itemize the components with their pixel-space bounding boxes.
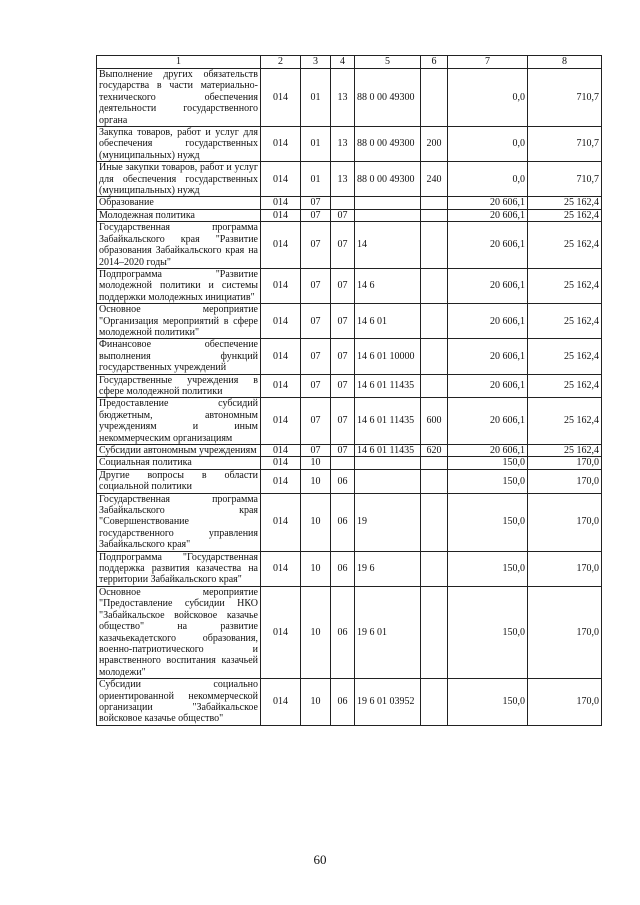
ministry-code: 014 bbox=[261, 374, 301, 398]
row-description: Подпрограмма "Развитие молодежной политики и системы поддержки молодежных инициатив" bbox=[97, 268, 261, 303]
ministry-code: 014 bbox=[261, 469, 301, 493]
subsection-code: 07 bbox=[331, 374, 355, 398]
section-code: 10 bbox=[301, 586, 331, 678]
section-code: 07 bbox=[301, 445, 331, 457]
row-description: Образование bbox=[97, 197, 261, 209]
subsection-code: 06 bbox=[331, 551, 355, 586]
subsection-code bbox=[331, 457, 355, 469]
amount-col-8: 25 162,4 bbox=[528, 304, 602, 339]
row-description: Государственная программа Забайкальского края "Совершенствование государственного управления Забайкальского края" bbox=[97, 493, 261, 551]
target-article-code: 14 6 01 11435 bbox=[355, 398, 421, 445]
ministry-code: 014 bbox=[261, 551, 301, 586]
column-header-8: 8 bbox=[528, 56, 602, 69]
section-code: 01 bbox=[301, 69, 331, 127]
target-article-code: 88 0 00 49300 bbox=[355, 69, 421, 127]
expense-type-code: 240 bbox=[421, 162, 448, 197]
amount-col-8: 25 162,4 bbox=[528, 445, 602, 457]
table-row bbox=[97, 268, 602, 303]
amount-col-8: 710,7 bbox=[528, 69, 602, 127]
expense-type-code bbox=[421, 268, 448, 303]
target-article-code: 14 6 01 11435 bbox=[355, 374, 421, 398]
target-article-code: 19 6 01 bbox=[355, 586, 421, 678]
ministry-code: 014 bbox=[261, 197, 301, 209]
column-header-1: 1 bbox=[97, 56, 261, 69]
target-article-code bbox=[355, 457, 421, 469]
amount-col-8: 170,0 bbox=[528, 586, 602, 678]
expense-type-code bbox=[421, 469, 448, 493]
column-header-4: 4 bbox=[331, 56, 355, 69]
subsection-code: 07 bbox=[331, 222, 355, 269]
subsection-code: 06 bbox=[331, 679, 355, 726]
row-description: Субсидии социально ориентированной некоммерческой организации "Забайкальское войсковое казачье общество" bbox=[97, 679, 261, 726]
ministry-code: 014 bbox=[261, 268, 301, 303]
section-code: 07 bbox=[301, 374, 331, 398]
amount-col-8: 25 162,4 bbox=[528, 339, 602, 374]
column-header-2: 2 bbox=[261, 56, 301, 69]
table-row bbox=[97, 197, 602, 209]
table-row bbox=[97, 679, 602, 726]
section-code: 01 bbox=[301, 127, 331, 162]
section-code: 07 bbox=[301, 197, 331, 209]
table-row bbox=[97, 69, 602, 127]
amount-col-8: 25 162,4 bbox=[528, 268, 602, 303]
amount-col-8: 25 162,4 bbox=[528, 209, 602, 221]
target-article-code bbox=[355, 197, 421, 209]
target-article-code: 88 0 00 49300 bbox=[355, 127, 421, 162]
amount-col-7: 0,0 bbox=[448, 162, 528, 197]
row-description: Основное мероприятие "Предоставление субсидии НКО "Забайкальское войсковое казачье общество" на развитие казачьекадетского образования, военно-патриотического и нравственного воспитания казачьей молодежи" bbox=[97, 586, 261, 678]
expense-type-code bbox=[421, 586, 448, 678]
row-description: Выполнение других обязательств государства в части материально-технического обеспечения деятельности государственного органа bbox=[97, 69, 261, 127]
row-description: Государственные учреждения в сфере молодежной политики bbox=[97, 374, 261, 398]
subsection-code: 07 bbox=[331, 268, 355, 303]
expense-type-code bbox=[421, 457, 448, 469]
column-header-6: 6 bbox=[421, 56, 448, 69]
page-number: 60 bbox=[313, 852, 327, 867]
table-row bbox=[97, 304, 602, 339]
expense-type-code bbox=[421, 304, 448, 339]
amount-col-7: 20 606,1 bbox=[448, 374, 528, 398]
amount-col-8: 170,0 bbox=[528, 469, 602, 493]
section-code: 10 bbox=[301, 457, 331, 469]
section-code: 10 bbox=[301, 493, 331, 551]
target-article-code: 14 6 01 11435 bbox=[355, 445, 421, 457]
table-row bbox=[97, 469, 602, 493]
section-code: 07 bbox=[301, 209, 331, 221]
section-code: 01 bbox=[301, 162, 331, 197]
section-code: 07 bbox=[301, 222, 331, 269]
ministry-code: 014 bbox=[261, 162, 301, 197]
table-row bbox=[97, 162, 602, 197]
subsection-code: 06 bbox=[331, 469, 355, 493]
expense-type-code bbox=[421, 374, 448, 398]
section-code: 07 bbox=[301, 304, 331, 339]
amount-col-8: 25 162,4 bbox=[528, 222, 602, 269]
header-row bbox=[97, 56, 602, 69]
amount-col-8: 25 162,4 bbox=[528, 398, 602, 445]
section-code: 10 bbox=[301, 551, 331, 586]
amount-col-8: 170,0 bbox=[528, 457, 602, 469]
expense-type-code bbox=[421, 209, 448, 221]
row-description: Социальная политика bbox=[97, 457, 261, 469]
expense-type-code: 200 bbox=[421, 127, 448, 162]
expense-type-code bbox=[421, 197, 448, 209]
ministry-code: 014 bbox=[261, 493, 301, 551]
expense-type-code bbox=[421, 551, 448, 586]
target-article-code bbox=[355, 209, 421, 221]
expense-type-code bbox=[421, 493, 448, 551]
amount-col-7: 20 606,1 bbox=[448, 209, 528, 221]
target-article-code: 14 6 01 10000 bbox=[355, 339, 421, 374]
ministry-code: 014 bbox=[261, 69, 301, 127]
table-row bbox=[97, 374, 602, 398]
amount-col-8: 170,0 bbox=[528, 493, 602, 551]
subsection-code: 13 bbox=[331, 127, 355, 162]
subsection-code: 07 bbox=[331, 339, 355, 374]
ministry-code: 014 bbox=[261, 445, 301, 457]
amount-col-7: 150,0 bbox=[448, 469, 528, 493]
table-row bbox=[97, 493, 602, 551]
target-article-code: 88 0 00 49300 bbox=[355, 162, 421, 197]
budget-table bbox=[96, 55, 602, 726]
table-row bbox=[97, 339, 602, 374]
subsection-code: 07 bbox=[331, 398, 355, 445]
amount-col-7: 20 606,1 bbox=[448, 304, 528, 339]
amount-col-8: 25 162,4 bbox=[528, 197, 602, 209]
amount-col-7: 20 606,1 bbox=[448, 268, 528, 303]
target-article-code: 14 bbox=[355, 222, 421, 269]
expense-type-code: 600 bbox=[421, 398, 448, 445]
ministry-code: 014 bbox=[261, 339, 301, 374]
row-description: Закупка товаров, работ и услуг для обеспечения государственных (муниципальных) нужд bbox=[97, 127, 261, 162]
row-description: Иные закупки товаров, работ и услуг для обеспечения государственных (муниципальных) нужд bbox=[97, 162, 261, 197]
amount-col-7: 150,0 bbox=[448, 679, 528, 726]
row-description: Предоставление субсидий бюджетным, автономным учреждениям и иным некоммерческим организациям bbox=[97, 398, 261, 445]
expense-type-code bbox=[421, 339, 448, 374]
amount-col-7: 20 606,1 bbox=[448, 197, 528, 209]
subsection-code: 13 bbox=[331, 162, 355, 197]
row-description: Молодежная политика bbox=[97, 209, 261, 221]
amount-col-7: 20 606,1 bbox=[448, 222, 528, 269]
table-row bbox=[97, 586, 602, 678]
subsection-code: 07 bbox=[331, 445, 355, 457]
table-row bbox=[97, 222, 602, 269]
row-description: Подпрограмма "Государственная поддержка развития казачества на территории Забайкальского края" bbox=[97, 551, 261, 586]
expense-type-code bbox=[421, 679, 448, 726]
amount-col-7: 150,0 bbox=[448, 493, 528, 551]
row-description: Финансовое обеспечение выполнения функций государственных учреждений bbox=[97, 339, 261, 374]
subsection-code: 06 bbox=[331, 493, 355, 551]
row-description: Основное мероприятие "Организация мероприятий в сфере молодежной политики" bbox=[97, 304, 261, 339]
target-article-code: 14 6 bbox=[355, 268, 421, 303]
ministry-code: 014 bbox=[261, 398, 301, 445]
target-article-code bbox=[355, 469, 421, 493]
table-row bbox=[97, 209, 602, 221]
row-description: Субсидии автономным учреждениям bbox=[97, 445, 261, 457]
table-body bbox=[97, 69, 602, 726]
ministry-code: 014 bbox=[261, 586, 301, 678]
amount-col-7: 150,0 bbox=[448, 586, 528, 678]
section-code: 07 bbox=[301, 339, 331, 374]
expense-type-code: 620 bbox=[421, 445, 448, 457]
subsection-code: 13 bbox=[331, 69, 355, 127]
amount-col-8: 170,0 bbox=[528, 551, 602, 586]
amount-col-7: 20 606,1 bbox=[448, 339, 528, 374]
column-header-7: 7 bbox=[448, 56, 528, 69]
amount-col-7: 20 606,1 bbox=[448, 398, 528, 445]
table-row bbox=[97, 127, 602, 162]
amount-col-8: 710,7 bbox=[528, 127, 602, 162]
ministry-code: 014 bbox=[261, 304, 301, 339]
table-row bbox=[97, 398, 602, 445]
ministry-code: 014 bbox=[261, 209, 301, 221]
row-description: Государственная программа Забайкальского края "Развитие образования Забайкальского края на 2014–2020 годы" bbox=[97, 222, 261, 269]
ministry-code: 014 bbox=[261, 457, 301, 469]
amount-col-7: 150,0 bbox=[448, 551, 528, 586]
ministry-code: 014 bbox=[261, 679, 301, 726]
section-code: 07 bbox=[301, 398, 331, 445]
table-row bbox=[97, 551, 602, 586]
column-header-3: 3 bbox=[301, 56, 331, 69]
target-article-code: 14 6 01 bbox=[355, 304, 421, 339]
expense-type-code bbox=[421, 222, 448, 269]
subsection-code: 07 bbox=[331, 209, 355, 221]
amount-col-7: 20 606,1 bbox=[448, 445, 528, 457]
table-row bbox=[97, 457, 602, 469]
subsection-code: 06 bbox=[331, 586, 355, 678]
section-code: 10 bbox=[301, 679, 331, 726]
amount-col-7: 150,0 bbox=[448, 457, 528, 469]
amount-col-7: 0,0 bbox=[448, 69, 528, 127]
section-code: 07 bbox=[301, 268, 331, 303]
subsection-code: 07 bbox=[331, 304, 355, 339]
target-article-code: 19 6 bbox=[355, 551, 421, 586]
target-article-code: 19 bbox=[355, 493, 421, 551]
amount-col-7: 0,0 bbox=[448, 127, 528, 162]
amount-col-8: 710,7 bbox=[528, 162, 602, 197]
amount-col-8: 25 162,4 bbox=[528, 374, 602, 398]
expense-type-code bbox=[421, 69, 448, 127]
amount-col-8: 170,0 bbox=[528, 679, 602, 726]
table-row bbox=[97, 445, 602, 457]
ministry-code: 014 bbox=[261, 127, 301, 162]
row-description: Другие вопросы в области социальной политики bbox=[97, 469, 261, 493]
section-code: 10 bbox=[301, 469, 331, 493]
target-article-code: 19 6 01 03952 bbox=[355, 679, 421, 726]
ministry-code: 014 bbox=[261, 222, 301, 269]
subsection-code bbox=[331, 197, 355, 209]
column-header-5: 5 bbox=[355, 56, 421, 69]
